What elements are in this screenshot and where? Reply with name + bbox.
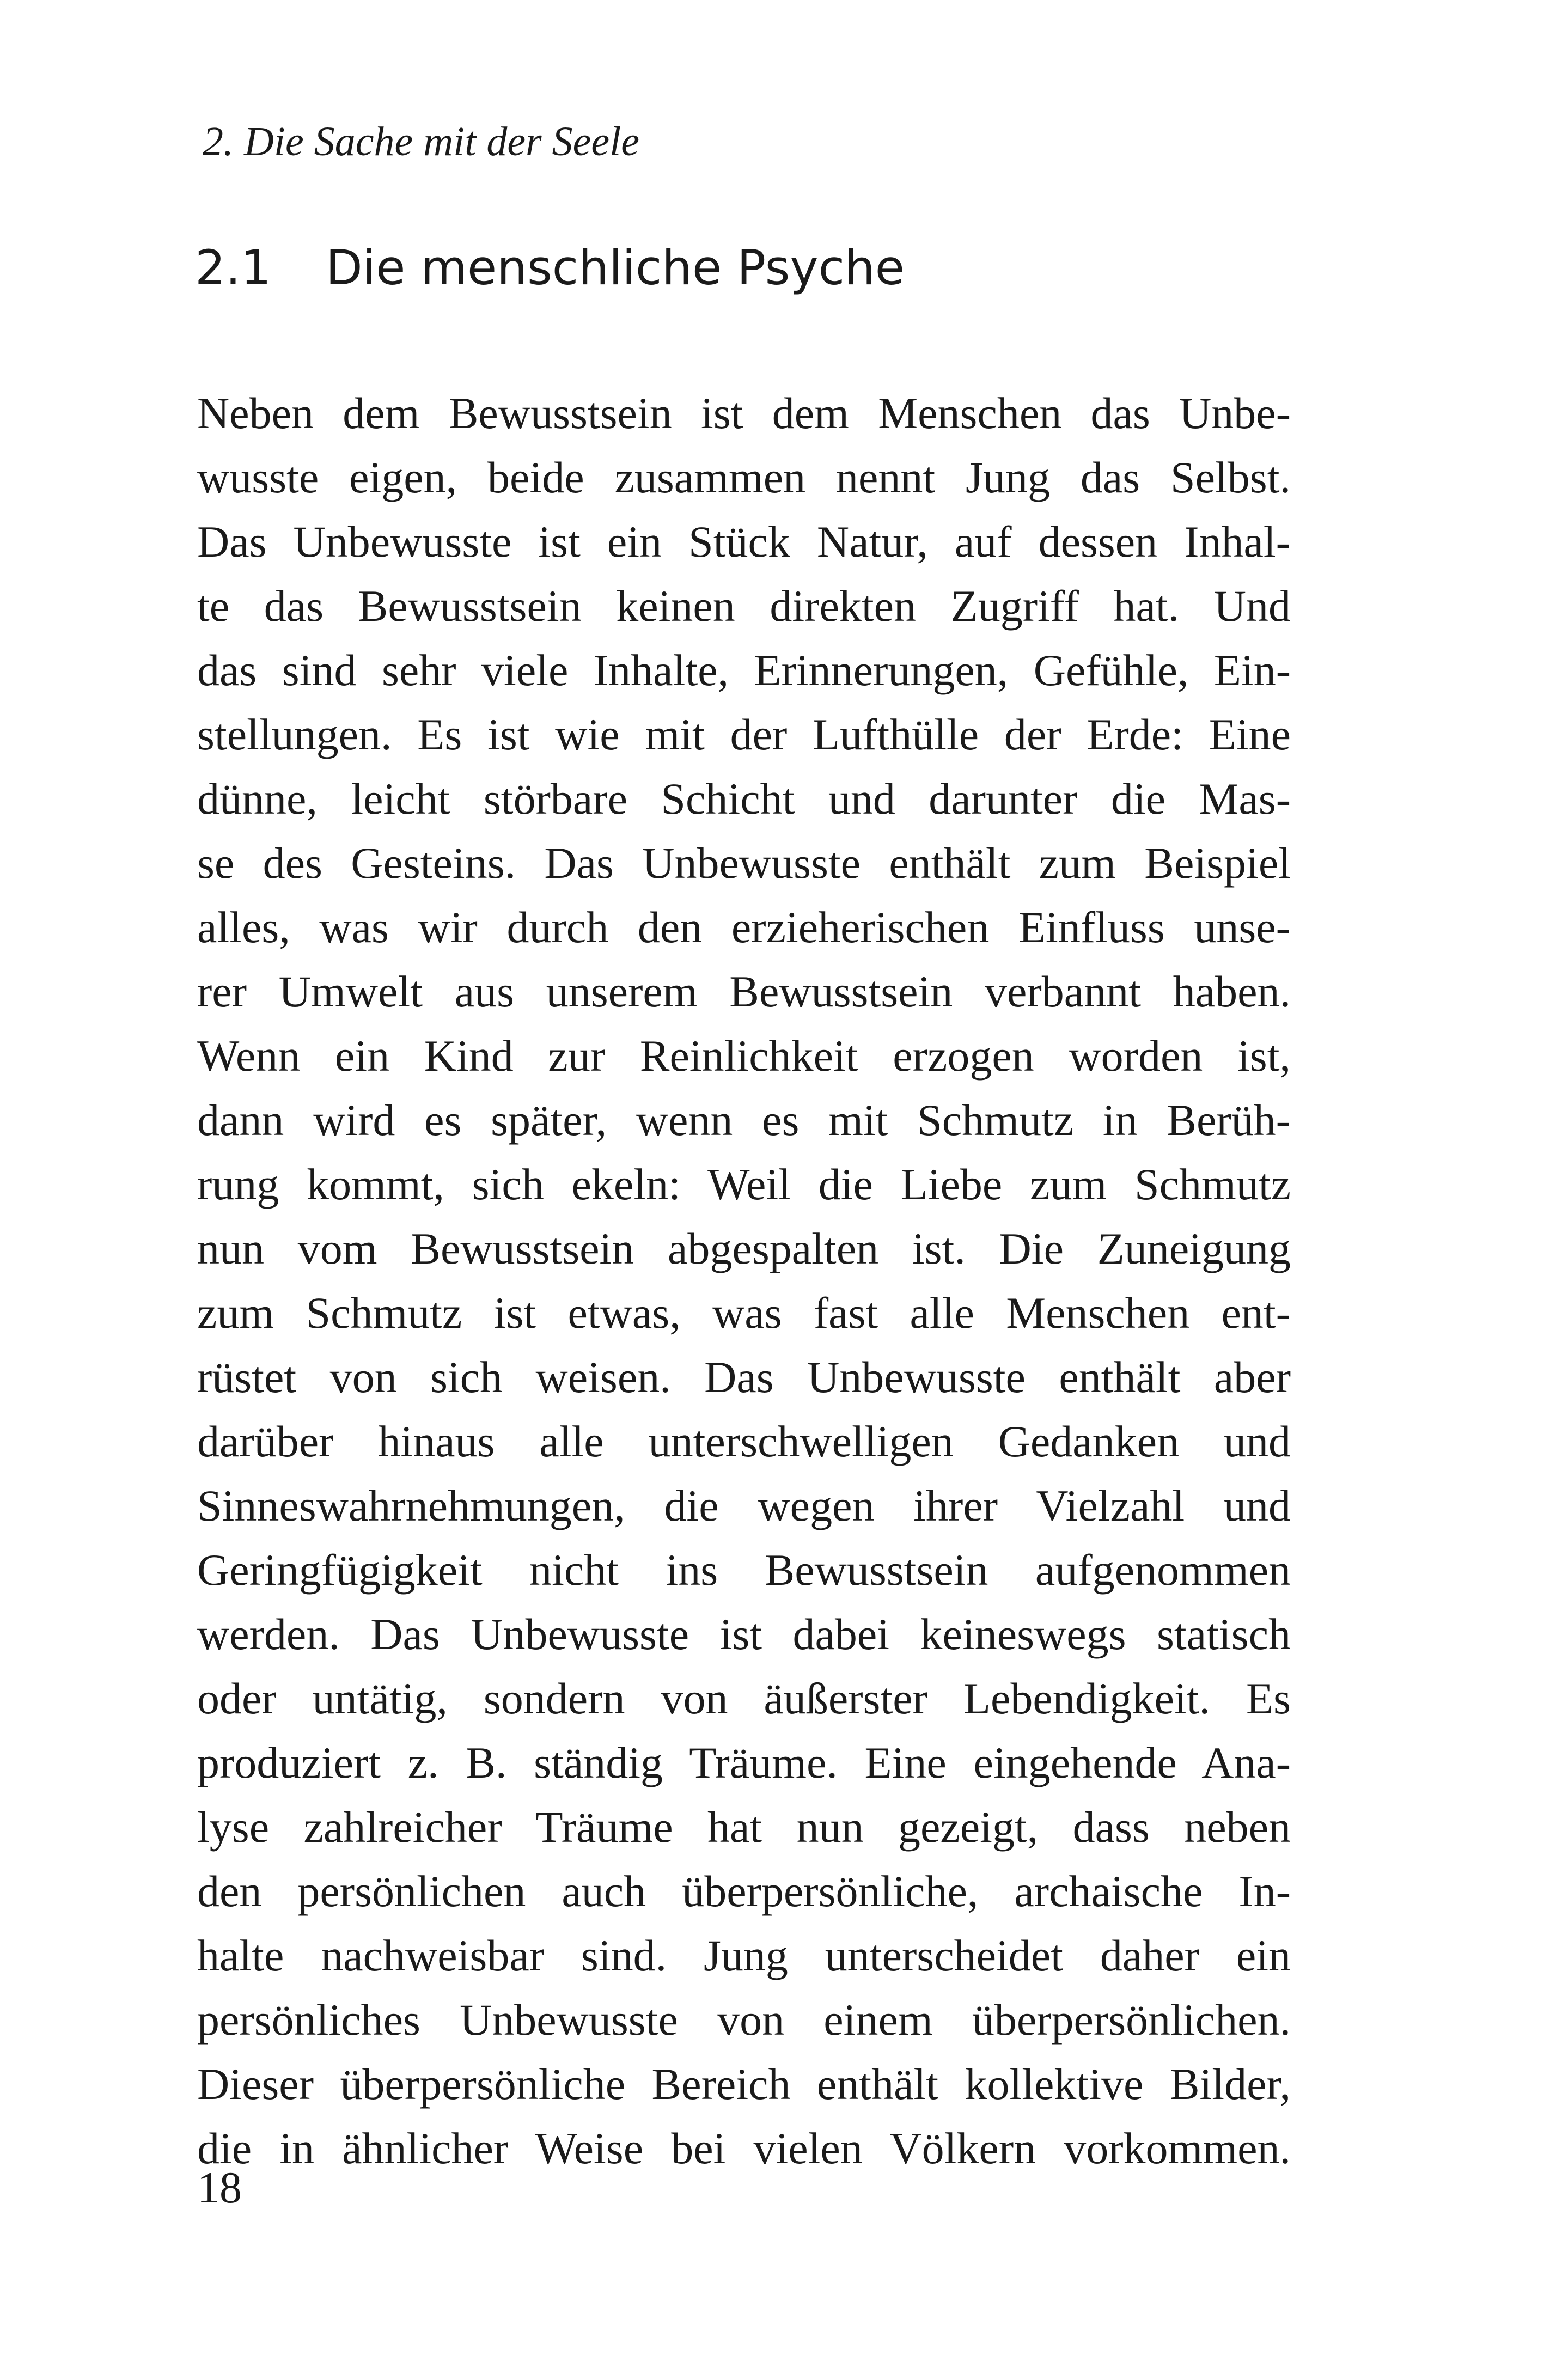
running-head: 2. Die Sache mit der Seele	[203, 119, 639, 164]
text-line: darüber hinaus alle unterschwelligen Gedanken und	[197, 1417, 1291, 1466]
text-line: produziert z. B. ständig Träume. Eine eingehende Ana-	[197, 1738, 1291, 1787]
text-line: lyse zahlreicher Träume hat nun gezeigt, dass neben	[197, 1802, 1291, 1852]
text-line: persönliches Unbewusste von einem überpersönlichen.	[197, 1995, 1291, 2045]
page-number: 18	[197, 2163, 242, 2212]
text-line: dann wird es später, wenn es mit Schmutz in Berüh-	[197, 1095, 1291, 1145]
text-line: se des Gesteins. Das Unbewusste enthält zum Beispiel	[197, 838, 1291, 888]
text-line: rer Umwelt aus unserem Bewusstsein verbannt haben.	[197, 967, 1291, 1016]
text-line: den persönlichen auch überpersönliche, archaische In-	[197, 1866, 1291, 1916]
section-heading	[195, 235, 905, 301]
text-line: alles, was wir durch den erzieherischen Einfluss unse-	[197, 902, 1291, 952]
text-line: Geringfügigkeit nicht ins Bewusstsein aufgenommen	[197, 1545, 1291, 1595]
text-line: dünne, leicht störbare Schicht und darunter die Mas-	[197, 774, 1291, 823]
text-line: die in ähnlicher Weise bei vielen Völkern vorkommen.	[197, 2123, 1291, 2173]
text-line: halte nachweisbar sind. Jung unterscheidet daher ein	[197, 1931, 1291, 1980]
text-line: oder untätig, sondern von äußerster Lebendigkeit. Es	[197, 1674, 1291, 1723]
text-line: te das Bewusstsein keinen direkten Zugriff hat. Und	[197, 581, 1291, 631]
text-line: das sind sehr viele Inhalte, Erinnerungen, Gefühle, Ein-	[197, 645, 1291, 695]
text-line: rung kommt, sich ekeln: Weil die Liebe zum Schmutz	[197, 1160, 1291, 1209]
body-paragraph	[197, 381, 1291, 2181]
text-line: nun vom Bewusstsein abgespalten ist. Die Zuneigung	[197, 1224, 1291, 1273]
text-line: werden. Das Unbewusste ist dabei keineswegs statisch	[197, 1609, 1291, 1659]
section-title: Die menschliche Psyche	[326, 240, 905, 296]
text-line: wusste eigen, beide zusammen nennt Jung das Selbst.	[197, 453, 1291, 502]
text-line: Dieser überpersönliche Bereich enthält kollektive Bilder,	[197, 2059, 1291, 2109]
text-line: Sinneswahrnehmungen, die wegen ihrer Vielzahl und	[197, 1481, 1291, 1530]
text-line: rüstet von sich weisen. Das Unbewusste enthält aber	[197, 1352, 1291, 1402]
section-number: 2.1	[195, 240, 271, 296]
text-line: stellungen. Es ist wie mit der Lufthülle der Erde: Eine	[197, 710, 1291, 759]
text-line: zum Schmutz ist etwas, was fast alle Menschen ent-	[197, 1288, 1291, 1338]
text-line: Neben dem Bewusstsein ist dem Menschen das Unbe-	[197, 388, 1291, 438]
text-line: Das Unbewusste ist ein Stück Natur, auf dessen Inhal-	[197, 517, 1291, 566]
text-line: Wenn ein Kind zur Reinlichkeit erzogen worden ist,	[197, 1031, 1291, 1081]
